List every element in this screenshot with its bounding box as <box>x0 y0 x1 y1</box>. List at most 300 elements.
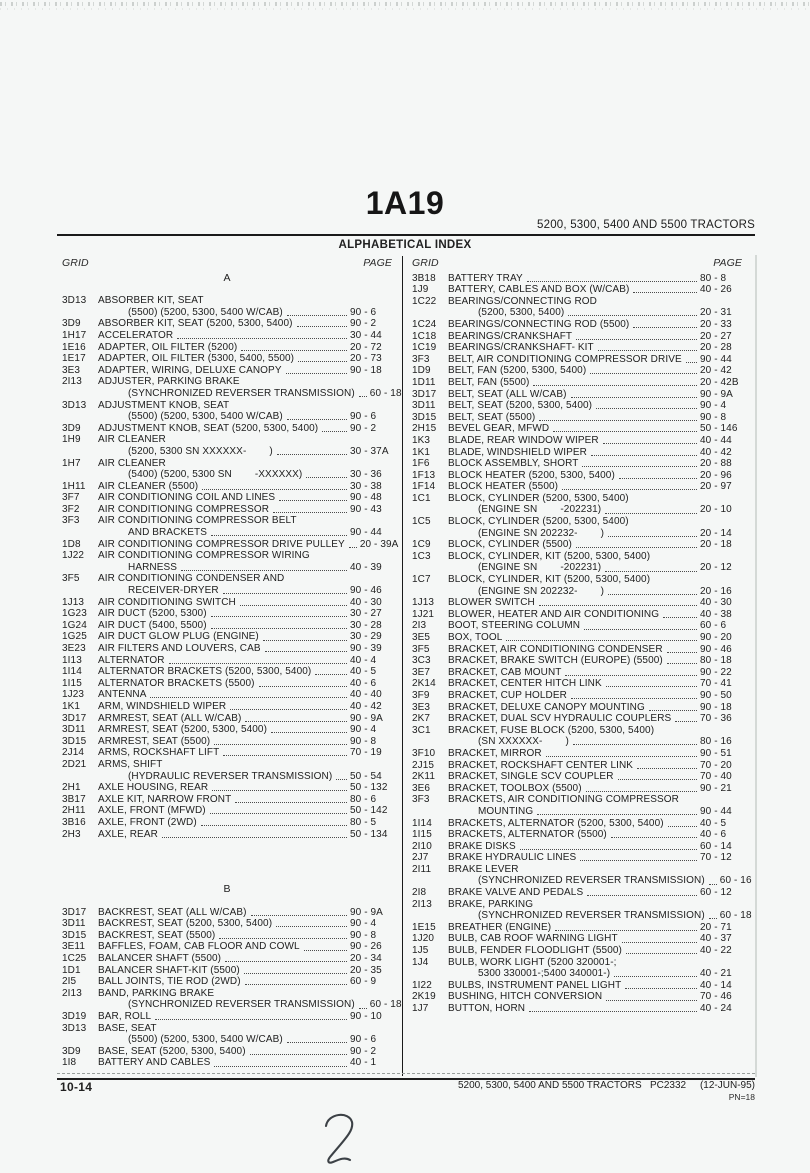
page-number: 90 - 39 <box>350 643 382 654</box>
dot-leader <box>287 315 347 316</box>
entry-description: BACKREST, SEAT (ALL W/CAB) <box>98 906 247 918</box>
entry-description: ALTERNATOR <box>98 654 165 666</box>
entry-description: BOOT, STEERING COLUMN <box>448 620 581 632</box>
dot-leader <box>349 547 357 548</box>
entry-description: (ENGINE SN 202232- ) <box>478 585 605 597</box>
grid-code: 1C7 <box>412 574 431 586</box>
entry-description: BELT, SEAT (5200, 5300, 5400) <box>448 400 593 412</box>
page-number: 90 - 2 <box>350 1045 377 1057</box>
page-number: 90 - 4 <box>350 724 377 736</box>
grid-code: 1G24 <box>62 619 87 631</box>
page-number: 90 - 9A <box>350 712 383 724</box>
index-row <box>62 597 392 609</box>
grid-code: 2I3 <box>412 620 427 632</box>
page-number: 40 - 42 <box>700 446 732 458</box>
grid-code: 1J21 <box>412 608 435 620</box>
page-number: 80 - 16 <box>700 736 732 748</box>
index-row <box>412 760 742 772</box>
entry-description: ABSORBER KIT, SEAT (5200, 5300, 5400) <box>98 318 293 330</box>
dot-leader <box>614 976 697 977</box>
grid-code: 1I15 <box>62 677 82 689</box>
index-row <box>412 458 742 470</box>
dot-leader <box>527 281 697 282</box>
entry-description: ADAPTER, OIL FILTER (5300, 5400, 5500) <box>98 353 295 365</box>
page-number: 90 - 20 <box>700 632 732 643</box>
page-number: 40 - 5 <box>700 817 727 829</box>
page-number: 30 - 27 <box>350 608 382 620</box>
entry-description: BALANCER SHAFT (5500) <box>98 953 222 965</box>
grid-code: 3F5 <box>412 643 430 655</box>
entry-description: AIR CONDITIONING COIL AND LINES <box>98 492 276 504</box>
dot-leader <box>590 373 697 374</box>
entry-description: (ENGINE SN -202231) <box>478 562 602 574</box>
entry-description: BLADE, WINDSHIELD WIPER <box>448 446 587 458</box>
dot-leader <box>304 950 347 951</box>
grid-code: 3D17 <box>412 388 437 400</box>
index-row <box>62 817 392 829</box>
index-row <box>62 434 392 446</box>
entry-description: BRACKET, BRAKE SWITCH (EUROPE) (5500) <box>448 655 663 667</box>
grid-code: 1C19 <box>412 342 437 354</box>
grid-code: 1H11 <box>62 480 86 492</box>
footer-page-number: 10-14 <box>60 1080 93 1094</box>
page-number: 20 - 71 <box>700 921 732 933</box>
grid-code: 3E7 <box>412 666 431 678</box>
index-row <box>412 748 742 760</box>
entry-description: BULB, WORK LIGHT (5200 320001-; <box>448 956 617 968</box>
dot-leader <box>608 536 697 537</box>
grid-code: 1J9 <box>412 284 429 296</box>
grid-code: 2H15 <box>412 423 437 435</box>
entry-description: (ENGINE SN 202232- ) <box>478 527 605 539</box>
entry-description: (SYNCHRONIZED REVERSER TRANSMISSION) <box>478 875 705 887</box>
grid-code: 2I13 <box>62 376 82 388</box>
page-number: 90 - 6 <box>350 306 377 318</box>
entry-description: ACCELERATOR <box>98 329 174 341</box>
page-number: 20 - 10 <box>700 504 732 516</box>
dot-leader <box>709 918 717 919</box>
dot-leader <box>279 500 347 501</box>
entry-description: ARMS, ROCKSHAFT LIFT <box>98 747 220 759</box>
index-row <box>412 319 742 331</box>
entry-description: BRACKET, DUAL SCV HYDRAULIC COUPLERS <box>448 713 672 725</box>
dot-leader <box>686 362 697 363</box>
page-number: 40 - 40 <box>350 689 382 701</box>
index-row <box>62 527 392 539</box>
grid-code: 2K14 <box>412 678 436 690</box>
entry-description: BAR, ROLL <box>98 1011 152 1023</box>
index-row <box>62 515 392 527</box>
grid-code: 2I8 <box>412 887 427 899</box>
entry-description: BULBS, INSTRUMENT PANEL LIGHT <box>448 979 622 991</box>
grid-code: 2K7 <box>412 713 431 725</box>
index-row <box>412 447 742 459</box>
grid-code: 2J14 <box>62 747 85 759</box>
page-number: 80 - 6 <box>350 793 377 805</box>
entry-description: AIR CONDITIONING SWITCH <box>98 596 236 608</box>
entry-description: BRAKE HYDRAULIC LINES <box>448 852 577 864</box>
dot-leader <box>214 744 347 745</box>
index-row <box>412 574 742 586</box>
index-row <box>62 701 392 713</box>
entry-description: BRAKE DISKS <box>448 840 516 852</box>
dot-leader <box>287 419 347 420</box>
entry-description: BRACKET, MIRROR <box>448 747 542 759</box>
grid-code: 3D11 <box>412 400 436 412</box>
dot-leader <box>533 385 697 386</box>
page-number: 90 - 8 <box>700 411 727 423</box>
entry-description: BELT, SEAT (ALL W/CAB) <box>448 388 567 400</box>
page-number: 40 - 6 <box>700 829 727 841</box>
page-number: 20 - 72 <box>350 341 382 353</box>
index-row <box>62 411 392 423</box>
entry-description: (SN XXXXXX- ) <box>478 736 569 748</box>
index-row <box>62 376 392 388</box>
index-row <box>412 678 742 690</box>
index-row <box>62 643 392 655</box>
dot-leader <box>245 984 347 985</box>
index-row <box>412 991 742 1003</box>
entry-description: ARMREST, SEAT (5200, 5300, 5400) <box>98 724 268 736</box>
entry-description: BAND, PARKING BRAKE <box>98 987 215 999</box>
index-row <box>62 999 402 1011</box>
page-number: 50 - 54 <box>350 770 382 782</box>
entry-description: BLOCK HEATER (5500) <box>448 481 559 493</box>
dot-leader <box>240 605 347 606</box>
index-row <box>62 713 392 725</box>
index-row <box>412 875 752 887</box>
dot-leader <box>625 988 697 989</box>
entry-description: BRACKETS, ALTERNATOR (5200, 5300, 5400) <box>448 817 664 829</box>
entry-description: ADJUSTER, PARKING BRAKE <box>98 376 240 388</box>
page-number: 90 - 9A <box>700 388 733 400</box>
dot-leader <box>155 1019 347 1020</box>
index-row <box>62 620 392 632</box>
grid-code: 3D13 <box>62 295 87 307</box>
grid-code: 1C24 <box>412 318 437 330</box>
scan-noise-band-2 <box>0 8 810 10</box>
dot-leader <box>273 512 347 513</box>
page-number: 20 - 16 <box>700 585 732 597</box>
entry-description: ADJUSTMENT KNOB, SEAT (5200, 5300, 5400) <box>98 422 319 434</box>
page-number: 20 - 31 <box>700 307 732 319</box>
entry-description: AIR FILTERS AND LOUVERS, CAB <box>98 643 261 654</box>
dot-leader <box>675 721 697 722</box>
index-row <box>412 945 742 957</box>
index-row <box>412 539 742 551</box>
page-number: 70 - 20 <box>700 759 732 771</box>
page-number: 40 - 30 <box>350 596 382 608</box>
entry-description: AIR CONDITIONING COMPRESSOR WIRING <box>98 550 310 562</box>
index-row <box>62 492 392 504</box>
entry-description: BRACKET, SINGLE SCV COUPLER <box>448 771 614 783</box>
entry-description: BLOCK, CYLINDER (5200, 5300, 5400) <box>448 516 629 528</box>
entry-description: AIR CLEANER <box>98 457 166 469</box>
footer-publication-info <box>458 1080 755 1102</box>
grid-code: 3D17 <box>62 906 87 918</box>
grid-code: 1C18 <box>412 330 437 342</box>
entry-description: ADJUSTMENT KNOB, SEAT <box>98 399 230 411</box>
page-number: 90 - 6 <box>350 1034 377 1046</box>
grid-code: 1J5 <box>412 945 429 957</box>
page-number: 70 - 19 <box>350 747 382 759</box>
page-number: 20 - 18 <box>700 539 732 551</box>
footer-rule <box>57 1073 755 1080</box>
grid-code: 3C1 <box>412 724 431 736</box>
grid-code: 3E5 <box>412 632 431 643</box>
dot-leader <box>223 593 347 594</box>
entry-description: (5200, 5300, 5400) <box>478 307 565 319</box>
page-number: 70 - 41 <box>700 678 732 690</box>
dot-leader <box>230 709 347 710</box>
page-number: 30 - 37A <box>350 445 389 457</box>
index-row <box>62 365 392 377</box>
dot-leader <box>265 651 347 652</box>
index-row <box>62 918 392 930</box>
page-number: 40 - 42 <box>350 700 382 712</box>
page-number: 90 - 21 <box>700 782 732 794</box>
grid-code: 3B16 <box>62 816 86 828</box>
index-row <box>62 907 392 919</box>
page-number: 40 - 14 <box>700 979 732 991</box>
grid-code: 1H17 <box>62 329 87 341</box>
entry-description: ARMREST, SEAT (5500) <box>98 735 211 747</box>
entry-description: BACKREST, SEAT (5200, 5300, 5400) <box>98 918 273 930</box>
index-row <box>62 481 392 493</box>
dot-leader <box>210 813 347 814</box>
footer-publication-line: 5200, 5300, 5400 AND 5500 TRACTORS PC2332 (12-JUN-95) <box>457 1080 755 1091</box>
page-number: 90 - 18 <box>350 364 382 376</box>
index-row <box>412 910 752 922</box>
index-row <box>412 331 742 343</box>
grid-code: 3E11 <box>62 941 86 953</box>
grid-column-label: GRID <box>62 257 89 269</box>
entry-description: AIR CONDITIONING COMPRESSOR <box>98 503 270 515</box>
entry-description: BRACKET, FUSE BLOCK (5200, 5300, 5400) <box>448 724 655 736</box>
index-row <box>62 965 392 977</box>
entry-description: BRACKETS, AIR CONDITIONING COMPRESSOR <box>448 794 679 806</box>
dot-leader <box>553 431 697 432</box>
entry-description: BLOCK HEATER (5200, 5300, 5400) <box>448 469 615 481</box>
page-number: 90 - 2 <box>350 318 377 330</box>
grid-code: 3E3 <box>62 364 81 376</box>
column-divider <box>402 256 403 1076</box>
dot-leader <box>605 513 697 514</box>
index-row <box>62 318 392 330</box>
page-number: 90 - 2 <box>350 422 377 434</box>
index-row <box>62 759 392 771</box>
dot-leader <box>201 825 347 826</box>
grid-code: 1D9 <box>412 365 431 377</box>
page-number: 20 - 14 <box>700 527 732 539</box>
entry-description: BEARINGS/CRANKSHAFT- KIT <box>448 342 594 354</box>
entry-description: BRACKET, CENTER HITCH LINK <box>448 678 602 690</box>
index-row <box>62 678 392 690</box>
dot-leader <box>211 628 347 629</box>
index-row <box>412 783 742 795</box>
dot-leader <box>223 755 347 756</box>
entry-description: ALTERNATOR BRACKETS (5200, 5300, 5400) <box>98 666 312 678</box>
entry-description: BALL JOINTS, TIE ROD (2WD) <box>98 976 241 988</box>
index-row <box>412 922 742 934</box>
page-number: 20 - 33 <box>700 318 732 330</box>
page-number: 60 - 12 <box>700 887 732 899</box>
index-row <box>62 573 392 585</box>
entry-description: (5400) (5200, 5300 SN -XXXXXX) <box>128 469 303 481</box>
page-number: 40 - 37 <box>700 933 732 945</box>
index-column-left <box>62 257 402 1069</box>
dot-leader <box>286 373 347 374</box>
index-row <box>62 771 392 783</box>
entry-description: BLOWER, HEATER AND AIR CONDITIONING <box>448 608 660 620</box>
dot-leader <box>555 930 697 931</box>
index-row <box>412 586 742 598</box>
dot-leader <box>520 849 697 850</box>
grid-code: 1C1 <box>412 492 431 504</box>
dot-leader <box>584 629 697 630</box>
dot-leader <box>603 443 697 444</box>
grid-code: 2D21 <box>62 758 87 770</box>
dot-leader <box>539 420 697 421</box>
index-row <box>412 933 742 945</box>
page-number: 20 - 39A <box>359 538 399 550</box>
entry-description: BEARINGS/CONNECTING ROD (5500) <box>448 318 630 330</box>
grid-code: 1J20 <box>412 933 435 945</box>
dot-leader <box>546 756 697 757</box>
entry-description: AXLE, FRONT (MFWD) <box>98 805 206 817</box>
dot-leader <box>587 895 697 896</box>
index-row <box>412 551 742 563</box>
index-row <box>412 423 742 435</box>
entry-description: BOX, TOOL <box>448 632 503 643</box>
entry-description: AXLE KIT, NARROW FRONT <box>98 793 232 805</box>
dot-leader <box>649 710 697 711</box>
dot-leader <box>562 489 697 490</box>
dot-leader <box>582 466 697 467</box>
footer-pn-line: PN=18 <box>728 1092 755 1102</box>
grid-code: 1F14 <box>412 481 436 493</box>
grid-code: 3B18 <box>412 272 436 284</box>
entry-description: ABSORBER KIT, SEAT <box>98 295 204 307</box>
column-header <box>62 258 392 270</box>
entry-description: BRACKET, ROCKSHAFT CENTER LINK <box>448 759 634 771</box>
dot-leader <box>667 652 697 653</box>
index-row <box>62 1023 392 1035</box>
page-column-label: PAGE <box>713 257 742 269</box>
entry-description: BACKREST, SEAT (5500) <box>98 929 216 941</box>
dot-leader <box>606 1000 697 1001</box>
index-row <box>412 296 742 308</box>
grid-code: 3D19 <box>62 1011 87 1023</box>
page-number: 90 - 8 <box>350 929 377 941</box>
entry-description: BELT, SEAT (5500) <box>448 411 536 423</box>
grid-code: 1K1 <box>62 700 81 712</box>
entry-description: BLADE, REAR WINDOW WIPER <box>448 434 599 446</box>
grid-code: 3D11 <box>62 918 86 930</box>
entry-description: BLOCK, CYLINDER (5500) <box>448 539 572 551</box>
index-row <box>412 829 742 841</box>
entry-description: AXLE, FRONT (2WD) <box>98 816 197 828</box>
grid-code: 1F13 <box>412 469 436 481</box>
page-number: 60 - 18 <box>369 387 402 399</box>
dot-leader <box>529 1011 697 1012</box>
entry-description: BUTTON, HORN <box>448 1003 526 1014</box>
page-number: 30 - 29 <box>350 631 382 643</box>
page-number: 90 - 51 <box>700 747 732 759</box>
grid-code: 1D1 <box>62 964 81 976</box>
index-row <box>62 469 392 481</box>
index-row <box>62 689 392 701</box>
entry-description: (SYNCHRONIZED REVERSER TRANSMISSION) <box>128 387 355 399</box>
grid-code: 3D9 <box>62 1045 81 1057</box>
dot-leader <box>181 570 347 571</box>
entry-description: BASE, SEAT (5200, 5300, 5400) <box>98 1045 246 1057</box>
grid-code: 2H1 <box>62 782 81 794</box>
dot-leader <box>219 938 347 939</box>
grid-code: 3F9 <box>412 689 430 701</box>
index-row <box>62 400 392 412</box>
entry-description: HARNESS <box>128 561 178 573</box>
entry-description: AIR CONDITIONING COMPRESSOR BELT <box>98 515 297 527</box>
grid-code: 2I13 <box>412 898 432 910</box>
grid-code: 3F7 <box>62 492 80 504</box>
index-row <box>62 550 392 562</box>
page-number: 90 - 8 <box>350 735 377 747</box>
dot-leader <box>663 617 697 618</box>
grid-code: 1J23 <box>62 689 85 701</box>
grid-code: 2J7 <box>412 852 429 864</box>
dot-leader <box>211 535 347 536</box>
dot-leader <box>276 926 347 927</box>
index-row <box>412 284 742 296</box>
grid-code: 3D9 <box>62 318 81 330</box>
entry-description: AIR DUCT (5400, 5500) <box>98 619 207 631</box>
dot-leader <box>306 477 347 478</box>
index-row <box>412 412 742 424</box>
dot-leader <box>259 686 347 687</box>
page-number: 40 - 39 <box>350 561 382 573</box>
entry-description: BRACKET, CUP HOLDER <box>448 689 567 701</box>
index-row <box>412 736 742 748</box>
index-row <box>412 713 742 725</box>
grid-code: 3F2 <box>62 503 80 515</box>
grid-code: 1C25 <box>62 953 87 965</box>
grid-code: 1F6 <box>412 458 430 470</box>
dot-leader <box>298 361 347 362</box>
index-row <box>412 389 742 401</box>
grid-code: 1J22 <box>62 550 85 562</box>
page-number: 40 - 22 <box>700 945 732 957</box>
index-row <box>412 493 742 505</box>
entry-description: BALANCER SHAFT-KIT (5500) <box>98 964 240 976</box>
index-row <box>412 852 742 864</box>
dot-leader <box>573 744 697 745</box>
entry-description: AXLE, REAR <box>98 828 158 840</box>
page-number: 70 - 46 <box>700 991 732 1003</box>
grid-code: 3F3 <box>412 353 430 365</box>
entry-description: BREATHER (ENGINE) <box>448 921 552 933</box>
grid-code: 2I10 <box>412 840 432 852</box>
index-row <box>62 387 402 400</box>
dot-leader <box>622 942 697 943</box>
grid-code: 1E15 <box>412 921 436 933</box>
page-number: 30 - 38 <box>350 480 382 492</box>
dot-leader <box>633 292 697 293</box>
index-row <box>62 504 392 516</box>
dot-leader <box>667 663 697 664</box>
page-number: 20 - 73 <box>350 353 382 365</box>
dot-leader <box>271 732 347 733</box>
